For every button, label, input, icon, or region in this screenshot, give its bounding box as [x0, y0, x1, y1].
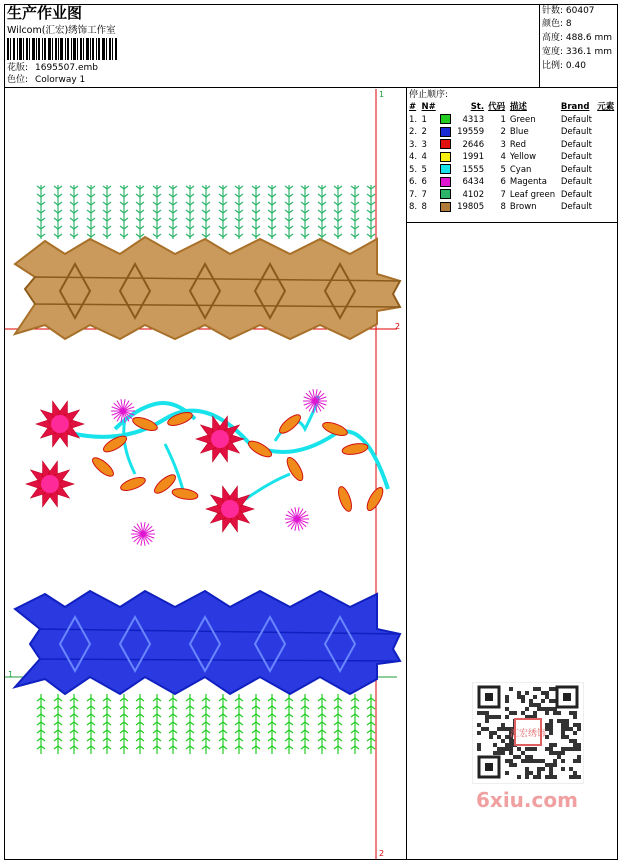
table-row: [407, 201, 617, 214]
stitch-count: 针数: 60407: [542, 6, 595, 16]
qr-cell: [529, 771, 533, 775]
company-name: Wilcom(汇宏)绣饰工作室: [7, 25, 116, 36]
qr-cell: [537, 771, 541, 775]
qr-cell: [501, 727, 505, 731]
color-swatch: [440, 189, 451, 199]
row-index: 4.: [409, 152, 418, 162]
table-bottom-line: [406, 222, 618, 223]
qr-cell: [505, 735, 509, 739]
color-swatch: [440, 177, 451, 187]
qr-cell: [505, 707, 509, 711]
qr-cell: [557, 711, 561, 715]
stats-panel: [540, 4, 618, 88]
row-desc: Magenta: [509, 177, 547, 187]
qr-cell: [541, 699, 545, 703]
qr-cell: [549, 747, 553, 751]
qr-cell: [525, 771, 529, 775]
color-swatch: [440, 139, 451, 149]
qr-cell: [517, 755, 521, 759]
marker-2-bottom: 2: [379, 849, 385, 858]
qr-cell: [477, 747, 481, 751]
qr-cell: [573, 775, 577, 779]
qr-cell: [573, 711, 577, 715]
design-width: 宽度: 336.1 mm: [542, 47, 613, 57]
qr-cell: [509, 743, 513, 747]
row-code: 1: [500, 114, 506, 125]
row-n: 3: [421, 139, 427, 150]
qr-cell: [525, 767, 529, 771]
qr-cell: [565, 735, 569, 739]
qr-cell: [553, 763, 557, 767]
qr-cell: [505, 771, 509, 775]
row-desc: Yellow: [509, 152, 537, 162]
qr-cell: [557, 751, 561, 755]
qr-cell: [517, 747, 521, 751]
top-lace-border: [15, 185, 400, 339]
row-index: 2.: [409, 127, 418, 137]
leaf: [277, 412, 303, 436]
row-index: 7.: [409, 189, 418, 200]
row-stitches: 19559: [457, 127, 485, 137]
qr-cell: [577, 755, 581, 759]
row-code: 7: [500, 189, 506, 200]
color-swatch: [440, 114, 451, 124]
design-label: 花版:: [7, 63, 29, 73]
row-element: [595, 201, 617, 214]
qr-cell: [521, 711, 525, 715]
color-swatch: [440, 202, 451, 212]
qr-cell: [561, 759, 565, 763]
row-stitches: 19805: [457, 202, 485, 212]
qr-cell: [577, 775, 581, 779]
qr-cell: [501, 723, 505, 727]
row-index: 1.: [409, 114, 418, 125]
leaf: [171, 487, 198, 501]
row-stitches: 1991: [462, 152, 485, 162]
qr-cell: [533, 695, 537, 699]
qr-cell: [549, 699, 553, 703]
row-desc: Brown: [509, 202, 537, 212]
flower-center: [211, 430, 229, 448]
row-brand: Default: [560, 189, 592, 200]
qr-cell: [533, 711, 537, 715]
row-brand: Default: [560, 164, 592, 175]
row-swatch: [438, 189, 454, 202]
qr-cell: [549, 763, 553, 767]
qr-cell: [573, 743, 577, 747]
qr-cell: [481, 727, 485, 731]
qr-cell: [489, 731, 493, 735]
design-value: 1695507.emb: [35, 63, 98, 73]
qr-cell: [477, 731, 481, 735]
design-scale: 比例: 0.40: [542, 61, 586, 71]
qr-cell: [485, 727, 489, 731]
row-swatch: [438, 151, 454, 164]
row-code: 5: [500, 164, 506, 175]
qr-cell: [541, 759, 545, 763]
row-swatch: [438, 176, 454, 189]
qr-cell: [485, 719, 489, 723]
qr-cell: [541, 691, 545, 695]
row-desc: Cyan: [509, 164, 532, 175]
qr-cell: [489, 735, 493, 739]
flower-center: [51, 415, 69, 433]
flower-center: [41, 475, 59, 493]
colorway-value: Colorway 1: [35, 75, 86, 85]
qr-cell: [497, 715, 501, 719]
colorway-label: 色位:: [7, 75, 29, 85]
qr-cell: [537, 707, 541, 711]
row-code: 4: [500, 152, 506, 162]
qr-cell: [561, 731, 565, 735]
row-stitches: 2646: [462, 139, 485, 150]
qr-cell: [525, 707, 529, 711]
row-swatch: [438, 114, 454, 127]
row-stitches: 4313: [462, 114, 485, 125]
qr-cell: [569, 711, 573, 715]
header: [4, 4, 540, 88]
qr-cell: [529, 759, 533, 763]
qr-cell: [505, 695, 509, 699]
row-element: [595, 139, 617, 152]
row-desc: Leaf green: [509, 189, 556, 200]
qr-cell: [553, 759, 557, 763]
qr-cell: [485, 711, 489, 715]
marker-1-top: 1: [379, 90, 385, 99]
table-row: [407, 189, 617, 202]
floral-motif: [26, 389, 388, 546]
col-element: 元素: [597, 102, 615, 112]
col-brand: Brand: [560, 102, 590, 112]
row-code: 2: [500, 127, 506, 137]
qr-cell: [513, 763, 517, 767]
col-index: #: [409, 102, 417, 112]
row-element: [595, 114, 617, 127]
row-index: 5.: [409, 164, 418, 175]
qr-cell: [525, 691, 529, 695]
row-stitches: 4102: [462, 189, 485, 200]
qr-cell: [561, 723, 565, 727]
qr-graphic: [473, 683, 583, 783]
qr-cell: [497, 727, 501, 731]
qr-cell: [505, 759, 509, 763]
stop-sequence-table: [407, 101, 617, 214]
qr-cell: [525, 759, 529, 763]
qr-cell: [561, 751, 565, 755]
row-element: [595, 151, 617, 164]
row-n: 6: [421, 177, 427, 187]
qr-cell: [549, 719, 553, 723]
qr-cell: [549, 731, 553, 735]
leaf: [364, 485, 386, 513]
color-swatch: [440, 164, 451, 174]
qr-cell: [545, 695, 549, 699]
qr-cell: [537, 775, 541, 779]
row-brand: Default: [560, 202, 592, 212]
flower-center: [221, 500, 239, 518]
qr-cell: [485, 715, 489, 719]
qr-cell: [509, 687, 513, 691]
qr-cell: [509, 739, 513, 743]
row-desc: Blue: [509, 127, 529, 137]
row-element: [595, 176, 617, 189]
stop-sequence-heading: 停止顺序:: [409, 90, 449, 100]
row-n: 1: [421, 114, 427, 125]
qr-cell: [533, 703, 537, 707]
design-height: 高度: 488.6 mm: [542, 33, 613, 43]
row-index: 3.: [409, 139, 418, 150]
qr-cell: [525, 747, 529, 751]
qr-cell: [501, 747, 505, 751]
qr-cell: [505, 699, 509, 703]
color-swatch: [440, 152, 451, 162]
qr-cell: [545, 763, 549, 767]
table-row: [407, 164, 617, 177]
qr-cell: [549, 767, 553, 771]
qr-code: [472, 682, 584, 784]
row-brand: Default: [560, 114, 592, 125]
row-swatch: [438, 139, 454, 152]
qr-cell: [513, 711, 517, 715]
row-n: 5: [421, 164, 427, 175]
qr-cell: [549, 727, 553, 731]
qr-cell: [545, 775, 549, 779]
table-header-row: [407, 101, 617, 114]
qr-cell: [533, 687, 537, 691]
row-swatch: [438, 164, 454, 177]
row-brand: Default: [560, 152, 592, 162]
qr-cell: [521, 699, 525, 703]
qr-stamp: 汇宏绣饰: [509, 729, 547, 739]
qr-cell: [577, 743, 581, 747]
qr-cell: [569, 775, 573, 779]
qr-cell: [577, 759, 581, 763]
row-brand: Default: [560, 139, 592, 150]
qr-cell: [561, 735, 565, 739]
row-desc: Green: [509, 114, 536, 125]
qr-cell: [477, 723, 481, 727]
qr-cell: [493, 751, 497, 755]
row-n: 8: [421, 202, 427, 212]
table-row: [407, 139, 617, 152]
table-row: [407, 114, 617, 127]
qr-cell: [521, 695, 525, 699]
design-canvas: [5, 89, 406, 859]
qr-cell: [533, 747, 537, 751]
barcode: [7, 38, 119, 60]
qr-cell: [505, 743, 509, 747]
qr-cell: [565, 723, 569, 727]
qr-cell: [537, 703, 541, 707]
qr-cell: [573, 739, 577, 743]
row-element: [595, 126, 617, 139]
qr-cell: [509, 759, 513, 763]
qr-cell: [537, 767, 541, 771]
row-n: 2: [421, 127, 427, 137]
qr-cell: [477, 743, 481, 747]
qr-cell: [493, 731, 497, 735]
qr-cell: [509, 763, 513, 767]
qr-cell: [549, 743, 553, 747]
qr-cell: [505, 747, 509, 751]
qr-cell: [517, 691, 521, 695]
qr-cell: [525, 775, 529, 779]
qr-cell: [501, 751, 505, 755]
table-row: [407, 176, 617, 189]
qr-cell: [549, 687, 553, 691]
qr-cell: [529, 703, 533, 707]
qr-cell: [573, 771, 577, 775]
page-title: 生产作业图: [7, 4, 83, 22]
qr-cell: [525, 755, 529, 759]
qr-cell: [529, 747, 533, 751]
qr-cell: [497, 747, 501, 751]
qr-cell: [529, 699, 533, 703]
row-element: [595, 164, 617, 177]
qr-cell: [477, 711, 481, 715]
qr-cell: [561, 747, 565, 751]
row-swatch: [438, 201, 454, 214]
leaf: [90, 455, 116, 479]
marker-1-left: 1: [8, 670, 14, 679]
row-code: 6: [500, 177, 506, 187]
qr-cell: [521, 759, 525, 763]
qr-cell: [573, 715, 577, 719]
color-count: 颜色: 8: [542, 19, 572, 29]
qr-cell: [509, 711, 513, 715]
row-index: 6.: [409, 177, 418, 187]
qr-cell: [561, 719, 565, 723]
qr-cell: [577, 747, 581, 751]
qr-cell: [561, 727, 565, 731]
col-swatch: [438, 101, 454, 114]
leaf: [119, 475, 147, 493]
qr-cell: [537, 759, 541, 763]
row-stitches: 6434: [462, 177, 485, 187]
col-n: N#: [421, 102, 436, 112]
qr-cell: [545, 747, 549, 751]
color-swatch: [440, 127, 451, 137]
qr-cell: [549, 723, 553, 727]
table-row: [407, 126, 617, 139]
qr-cell: [481, 711, 485, 715]
qr-cell: [553, 751, 557, 755]
row-brand: Default: [560, 177, 592, 187]
qr-cell: [521, 751, 525, 755]
qr-cell: [545, 711, 549, 715]
qr-cell: [553, 711, 557, 715]
qr-cell: [545, 723, 549, 727]
qr-cell: [565, 719, 569, 723]
qr-cell: [569, 767, 573, 771]
qr-cell: [541, 767, 545, 771]
qr-cell: [533, 759, 537, 763]
row-n: 4: [421, 152, 427, 162]
qr-cell: [569, 739, 573, 743]
qr-cell: [549, 771, 553, 775]
qr-cell: [569, 727, 573, 731]
qr-cell: [545, 691, 549, 695]
qr-cell: [573, 731, 577, 735]
qr-cell: [489, 715, 493, 719]
qr-cell: [577, 727, 581, 731]
marker-2-right: 2: [395, 322, 401, 331]
col-stitches: St.: [470, 102, 485, 112]
col-desc: 描述: [509, 102, 527, 112]
qr-cell: [553, 775, 557, 779]
qr-cell: [493, 715, 497, 719]
qr-cell: [497, 751, 501, 755]
row-swatch: [438, 126, 454, 139]
qr-cell: [573, 759, 577, 763]
qr-cell: [493, 743, 497, 747]
row-index: 8.: [409, 202, 418, 212]
col-code: 代码: [488, 102, 506, 112]
row-stitches: 1555: [462, 164, 485, 175]
qr-cell: [545, 707, 549, 711]
qr-cell: [573, 723, 577, 727]
qr-cell: [549, 775, 553, 779]
qr-cell: [549, 707, 553, 711]
qr-cell: [557, 755, 561, 759]
qr-cell: [537, 687, 541, 691]
qr-cell: [565, 727, 569, 731]
qr-cell: [517, 695, 521, 699]
leaf: [341, 442, 368, 456]
qr-cell: [505, 715, 509, 719]
qr-cell: [509, 747, 513, 751]
qr-cell: [517, 775, 521, 779]
bottom-lace-border: [15, 591, 400, 754]
qr-cell: [569, 747, 573, 751]
qr-cell: [561, 767, 565, 771]
row-code: 8: [500, 202, 506, 212]
qr-cell: [541, 707, 545, 711]
qr-cell: [553, 743, 557, 747]
qr-cell: [505, 727, 509, 731]
qr-cell: [533, 775, 537, 779]
qr-cell: [509, 751, 513, 755]
leaf: [284, 455, 306, 483]
table-row: [407, 151, 617, 164]
row-brand: Default: [560, 127, 592, 137]
row-n: 7: [421, 189, 427, 200]
qr-cell: [513, 755, 517, 759]
leaf: [336, 485, 354, 513]
qr-cell: [565, 747, 569, 751]
row-element: [595, 189, 617, 202]
qr-cell: [557, 719, 561, 723]
qr-cell: [549, 751, 553, 755]
qr-cell: [529, 755, 533, 759]
row-desc: Red: [509, 139, 527, 150]
qr-cell: [501, 739, 505, 743]
qr-cell: [573, 747, 577, 751]
watermark-site: 6xiu.com: [476, 788, 578, 812]
row-code: 3: [500, 139, 506, 150]
qr-cell: [497, 735, 501, 739]
qr-cell: [577, 723, 581, 727]
